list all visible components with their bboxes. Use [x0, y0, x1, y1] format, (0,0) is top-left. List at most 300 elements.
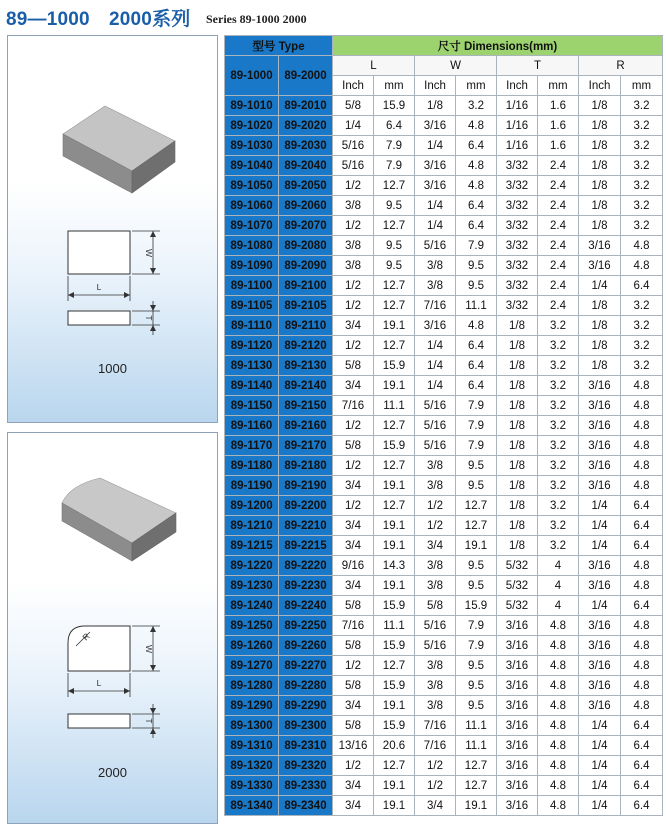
- dimension-cell: 7.9: [456, 396, 497, 416]
- dimension-cell: 4: [538, 576, 579, 596]
- table-row: [225, 416, 663, 436]
- table-row: [225, 676, 663, 696]
- series-1000-part-number: 89-1280: [225, 676, 279, 696]
- dimension-cell: 4.8: [538, 756, 579, 776]
- table-row: [225, 316, 663, 336]
- dimension-cell: 3.2: [621, 156, 663, 176]
- dimension-cell: 3/16: [497, 776, 538, 796]
- dimension-cell: 3/4: [333, 536, 374, 556]
- dimension-cell: 4.8: [456, 116, 497, 136]
- dimension-cell: 3/16: [579, 396, 621, 416]
- dimension-cell: 7/16: [415, 716, 456, 736]
- dimension-cell: 3/8: [333, 236, 374, 256]
- dimension-cell: 3/16: [497, 656, 538, 676]
- dimension-cell: 3/8: [333, 256, 374, 276]
- dimension-cell: 20.6: [374, 736, 415, 756]
- dimension-cell: 1/2: [333, 296, 374, 316]
- table-row: [225, 636, 663, 656]
- table-row: [225, 736, 663, 756]
- dimension-cell: 3/16: [579, 696, 621, 716]
- table-row: [225, 776, 663, 796]
- dimension-cell: 3/16: [579, 416, 621, 436]
- series-1000-part-number: 89-1310: [225, 736, 279, 756]
- dimension-cell: 4.8: [621, 636, 663, 656]
- table-row: [225, 296, 663, 316]
- dimension-cell: 3/8: [415, 696, 456, 716]
- series-2000-part-number: 89-2090: [279, 256, 333, 276]
- dimension-cell: 1/8: [497, 316, 538, 336]
- dimension-cell: 12.7: [456, 756, 497, 776]
- series-1000-part-number: 89-1100: [225, 276, 279, 296]
- dimension-cell: 7.9: [456, 236, 497, 256]
- dimension-cell: 4.8: [538, 636, 579, 656]
- dimension-cell: 1/2: [333, 276, 374, 296]
- side-view-outline: [68, 311, 130, 325]
- dimension-cell: 3/16: [415, 316, 456, 336]
- series-2000-part-number: 89-2320: [279, 756, 333, 776]
- dimension-cell: 1/16: [497, 136, 538, 156]
- dimension-cell: 4.8: [538, 796, 579, 816]
- series-2000-part-number: 89-2060: [279, 196, 333, 216]
- dimension-cell: 3.2: [621, 316, 663, 336]
- dimension-cell: 4.8: [621, 556, 663, 576]
- table-row: [225, 656, 663, 676]
- dimension-cell: 1/4: [579, 516, 621, 536]
- dimension-cell: 12.7: [374, 296, 415, 316]
- series-2000-part-number: 89-2040: [279, 156, 333, 176]
- dimension-cell: 3/16: [497, 676, 538, 696]
- dimension-cell: 3/8: [415, 456, 456, 476]
- dim-w-label: W: [144, 644, 154, 654]
- dimension-cell: 19.1: [456, 796, 497, 816]
- dimension-cell: 12.7: [456, 496, 497, 516]
- series-2000-part-number: 89-2150: [279, 396, 333, 416]
- dimension-cell: 3.2: [538, 496, 579, 516]
- dimension-cell: 3.2: [538, 476, 579, 496]
- dimension-cell: 1/8: [579, 216, 621, 236]
- dimension-cell: 12.7: [374, 176, 415, 196]
- dimension-cell: 3/4: [333, 696, 374, 716]
- dimension-cell: 3.2: [538, 336, 579, 356]
- table-row: [225, 236, 663, 256]
- dimension-cell: 3.2: [621, 176, 663, 196]
- table-row: [225, 396, 663, 416]
- dimension-cell: 7.9: [456, 616, 497, 636]
- series-1000-part-number: 89-1260: [225, 636, 279, 656]
- series-2000-part-number: 89-2220: [279, 556, 333, 576]
- series-2000-part-number: 89-2170: [279, 436, 333, 456]
- series-2000-part-number: 89-2020: [279, 116, 333, 136]
- series-1000-part-number: 89-1215: [225, 536, 279, 556]
- dimension-cell: 2.4: [538, 256, 579, 276]
- dimension-cell: 14.3: [374, 556, 415, 576]
- dimension-cell: 3/4: [333, 376, 374, 396]
- dimension-cell: 11.1: [456, 736, 497, 756]
- table-row: [225, 96, 663, 116]
- series-2000-part-number: 89-2080: [279, 236, 333, 256]
- series-2000-part-number: 89-2190: [279, 476, 333, 496]
- dimension-cell: 12.7: [456, 516, 497, 536]
- dimension-cell: 1/8: [579, 196, 621, 216]
- dim-l-label: L: [96, 282, 102, 292]
- dimension-cell: 4.8: [538, 716, 579, 736]
- table-row: [225, 596, 663, 616]
- series-1000-illustration-panel: [7, 35, 218, 423]
- dimension-cell: 3/16: [497, 796, 538, 816]
- dimension-cell: 3/4: [333, 516, 374, 536]
- dimension-cell: 9.5: [456, 476, 497, 496]
- dimension-cell: 6.4: [456, 336, 497, 356]
- dimension-cell: 6.4: [456, 356, 497, 376]
- table-row: [225, 716, 663, 736]
- dimension-cell: 1/4: [415, 216, 456, 236]
- dimensions-header: 尺寸 Dimensions(mm): [333, 36, 663, 56]
- dimension-cell: 9.5: [456, 276, 497, 296]
- series-1000-part-number: 89-1170: [225, 436, 279, 456]
- dimension-cell: 3.2: [456, 96, 497, 116]
- dimension-cell: 1/8: [579, 136, 621, 156]
- dimension-cell: 1/8: [579, 296, 621, 316]
- series-1000-part-number: 89-1220: [225, 556, 279, 576]
- dimension-cell: 3.2: [538, 356, 579, 376]
- dimension-cell: 4.8: [538, 776, 579, 796]
- dimension-cell: 6.4: [621, 736, 663, 756]
- dimension-cell: 4.8: [538, 736, 579, 756]
- dimension-cell: 1/4: [415, 376, 456, 396]
- dimension-cell: 4.8: [456, 316, 497, 336]
- dimension-cell: 3.2: [538, 536, 579, 556]
- dimension-cell: 4.8: [621, 696, 663, 716]
- dimension-cell: 4.8: [456, 156, 497, 176]
- dimension-cell: 1/2: [333, 216, 374, 236]
- dimension-cell: 3/8: [333, 196, 374, 216]
- dimension-cell: 1/4: [415, 136, 456, 156]
- dimension-cell: 1/4: [579, 756, 621, 776]
- series-2000-label: 2000: [98, 765, 127, 780]
- dimension-cell: 4.8: [456, 176, 497, 196]
- dimension-cell: 3/32: [497, 236, 538, 256]
- dimension-cell: 1/2: [415, 776, 456, 796]
- dimension-cell: 7/16: [333, 616, 374, 636]
- unit-header: Inch: [415, 76, 456, 96]
- series-1000-part-number: 89-1230: [225, 576, 279, 596]
- dimension-cell: 1/4: [333, 116, 374, 136]
- table-row: [225, 576, 663, 596]
- dim-t-label: T: [144, 718, 153, 724]
- dimension-cell: 3/16: [415, 176, 456, 196]
- dimension-cell: 3/4: [333, 576, 374, 596]
- dimension-cell: 4.8: [621, 236, 663, 256]
- dimension-cell: 3/16: [497, 616, 538, 636]
- dimension-cell: 1/2: [333, 456, 374, 476]
- dimension-cell: 2.4: [538, 196, 579, 216]
- series-1000-part-number: 89-1180: [225, 456, 279, 476]
- dimension-cell: 15.9: [374, 636, 415, 656]
- dimension-cell: 19.1: [374, 536, 415, 556]
- table-row: [225, 156, 663, 176]
- dimension-cell: 1/8: [497, 496, 538, 516]
- dimension-cell: 11.1: [456, 296, 497, 316]
- dimension-cell: 7/16: [415, 296, 456, 316]
- series-2000-part-number: 89-2330: [279, 776, 333, 796]
- dimension-cell: 6.4: [621, 496, 663, 516]
- series-2000-part-number: 89-2070: [279, 216, 333, 236]
- dimension-cell: 4.8: [621, 436, 663, 456]
- dimension-cell: 3/4: [333, 476, 374, 496]
- series-1000-part-number: 89-1030: [225, 136, 279, 156]
- dimension-cell: 6.4: [621, 796, 663, 816]
- series-2000-part-number: 89-2050: [279, 176, 333, 196]
- dim-r-label: R: [80, 631, 92, 643]
- dimension-cell: 1/16: [497, 116, 538, 136]
- dimension-cell: 3/16: [497, 736, 538, 756]
- series-1000-code-header: 89-1000: [225, 56, 279, 96]
- dimension-cell: 6.4: [621, 596, 663, 616]
- dimension-cell: 3/16: [579, 616, 621, 636]
- table-row: [225, 336, 663, 356]
- dimension-cell: 1/8: [415, 96, 456, 116]
- table-row: [225, 696, 663, 716]
- dimension-cell: 3.2: [538, 396, 579, 416]
- dimension-cell: 3/16: [579, 436, 621, 456]
- dimension-cell: 4.8: [621, 476, 663, 496]
- dimension-cell: 5/16: [415, 616, 456, 636]
- dimension-cell: 3/8: [415, 256, 456, 276]
- dimension-cell: 15.9: [374, 596, 415, 616]
- table-row: [225, 756, 663, 776]
- dimension-cell: 3.2: [621, 196, 663, 216]
- series-1000-part-number: 89-1150: [225, 396, 279, 416]
- dimension-cell: 15.9: [374, 436, 415, 456]
- dimension-cell: 1/2: [415, 756, 456, 776]
- table-row: [225, 456, 663, 476]
- dimension-cell: 5/8: [333, 636, 374, 656]
- dimension-cell: 1/8: [497, 376, 538, 396]
- dimension-cell: 5/8: [333, 356, 374, 376]
- dimension-cell: 3/4: [415, 536, 456, 556]
- table-row: [225, 556, 663, 576]
- dimension-cell: 3/32: [497, 296, 538, 316]
- dimension-cell: 3/8: [415, 556, 456, 576]
- series-1000-part-number: 89-1060: [225, 196, 279, 216]
- dimension-cell: 5/16: [415, 396, 456, 416]
- type-header: 型号 Type: [225, 36, 333, 56]
- dimension-cell: 4.8: [538, 656, 579, 676]
- dimension-cell: 6.4: [621, 276, 663, 296]
- series-1000-part-number: 89-1010: [225, 96, 279, 116]
- series-2000-code-header: 89-2000: [279, 56, 333, 96]
- dimension-cell: 1/8: [579, 116, 621, 136]
- dimension-cell: 3/4: [333, 796, 374, 816]
- dimension-cell: 3/32: [497, 216, 538, 236]
- dimension-cell: 11.1: [374, 616, 415, 636]
- dimension-cell: 3/4: [333, 316, 374, 336]
- table-row: [225, 476, 663, 496]
- table-row: [225, 256, 663, 276]
- series-1000-part-number: 89-1320: [225, 756, 279, 776]
- series-2000-illustration-panel: [7, 432, 218, 824]
- dimension-cell: 4: [538, 556, 579, 576]
- dimension-cell: 1/2: [333, 176, 374, 196]
- series-2000-part-number: 89-2250: [279, 616, 333, 636]
- dimension-cell: 1/4: [579, 496, 621, 516]
- series-2000-part-number: 89-2290: [279, 696, 333, 716]
- dimension-cell: 1/8: [579, 316, 621, 336]
- dimension-cell: 1/4: [415, 356, 456, 376]
- dimension-cell: 1/8: [497, 536, 538, 556]
- series-1000-part-number: 89-1300: [225, 716, 279, 736]
- dimension-cell: 2.4: [538, 176, 579, 196]
- unit-header: mm: [374, 76, 415, 96]
- dimension-cell: 3/8: [415, 576, 456, 596]
- dim-l-header: L: [333, 56, 415, 76]
- dimension-cell: 3.2: [538, 436, 579, 456]
- dimension-cell: 1/4: [579, 736, 621, 756]
- dim-w-label: W: [144, 248, 154, 258]
- series-2000-part-number: 89-2120: [279, 336, 333, 356]
- series-2000-part-number: 89-2130: [279, 356, 333, 376]
- side-view-outline: [68, 714, 130, 728]
- series-1000-part-number: 89-1090: [225, 256, 279, 276]
- series-1000-part-number: 89-1200: [225, 496, 279, 516]
- dimension-cell: 3/32: [497, 156, 538, 176]
- dimension-cell: 5/32: [497, 596, 538, 616]
- dimension-cell: 9.5: [456, 696, 497, 716]
- dimension-cell: 3.2: [621, 116, 663, 136]
- page-title: 89—1000 2000系列: [6, 9, 191, 30]
- dimension-cell: 1/4: [579, 796, 621, 816]
- table-row: [225, 176, 663, 196]
- dimension-cell: 3/16: [497, 756, 538, 776]
- dimension-cell: 5/8: [415, 596, 456, 616]
- dim-t-label: T: [144, 315, 153, 321]
- dimension-cell: 13/16: [333, 736, 374, 756]
- dimension-cell: 15.9: [374, 676, 415, 696]
- series-1000-part-number: 89-1080: [225, 236, 279, 256]
- dimension-cell: 7.9: [374, 156, 415, 176]
- series-1000-part-number: 89-1070: [225, 216, 279, 236]
- dimension-cell: 1/8: [497, 396, 538, 416]
- table-row: [225, 276, 663, 296]
- dimension-cell: 4.8: [621, 456, 663, 476]
- dim-w-header: W: [415, 56, 497, 76]
- series-2000-part-number: 89-2210: [279, 516, 333, 536]
- series-2000-part-number: 89-2270: [279, 656, 333, 676]
- dimension-cell: 1/4: [579, 536, 621, 556]
- series-1000-part-number: 89-1020: [225, 116, 279, 136]
- dimension-cell: 1/4: [579, 276, 621, 296]
- dimension-cell: 7/16: [415, 736, 456, 756]
- dimension-cell: 3.2: [621, 296, 663, 316]
- dimension-cell: 5/32: [497, 576, 538, 596]
- dimension-cell: 12.7: [374, 216, 415, 236]
- dimension-cell: 3.2: [538, 376, 579, 396]
- dimension-cell: 7/16: [333, 396, 374, 416]
- dimension-cell: 6.4: [374, 116, 415, 136]
- unit-header: Inch: [579, 76, 621, 96]
- dimension-cell: 5/8: [333, 676, 374, 696]
- dimension-cell: 3/8: [415, 676, 456, 696]
- dimension-cell: 19.1: [374, 796, 415, 816]
- table-row: [225, 376, 663, 396]
- dimension-cell: 5/8: [333, 716, 374, 736]
- dimension-cell: 6.4: [621, 756, 663, 776]
- series-1000-part-number: 89-1110: [225, 316, 279, 336]
- dimension-cell: 4.8: [621, 376, 663, 396]
- dimension-cell: 9.5: [456, 556, 497, 576]
- dimension-cell: 1.6: [538, 116, 579, 136]
- dimension-cell: 2.4: [538, 216, 579, 236]
- series-2000-part-number: 89-2160: [279, 416, 333, 436]
- table-row: [225, 216, 663, 236]
- dimension-cell: 1/4: [579, 596, 621, 616]
- dimension-cell: 3/16: [415, 156, 456, 176]
- dimension-cell: 19.1: [374, 516, 415, 536]
- dimension-cell: 9.5: [374, 256, 415, 276]
- dimension-cell: 5/8: [333, 596, 374, 616]
- series-1000-part-number: 89-1160: [225, 416, 279, 436]
- dimension-cell: 12.7: [374, 756, 415, 776]
- dimension-cell: 5/16: [415, 436, 456, 456]
- unit-header: Inch: [497, 76, 538, 96]
- dimension-cell: 4.8: [621, 396, 663, 416]
- series-1000-part-number: 89-1250: [225, 616, 279, 636]
- table-row: [225, 536, 663, 556]
- series-1000-part-number: 89-1210: [225, 516, 279, 536]
- dimension-cell: 6.4: [456, 196, 497, 216]
- series-1000-part-number: 89-1290: [225, 696, 279, 716]
- dimension-cell: 1/8: [579, 336, 621, 356]
- dimension-cell: 5/32: [497, 556, 538, 576]
- dimension-cell: 4.8: [538, 616, 579, 636]
- series-2000-part-number: 89-2010: [279, 96, 333, 116]
- dimension-cell: 1/8: [497, 476, 538, 496]
- dimension-cell: 4.8: [621, 676, 663, 696]
- dimension-cell: 3.2: [621, 356, 663, 376]
- dimension-cell: 3/8: [415, 276, 456, 296]
- dimension-cell: 9.5: [456, 656, 497, 676]
- dimension-cell: 7.9: [456, 436, 497, 456]
- dimension-cell: 2.4: [538, 276, 579, 296]
- dimension-cell: 3/16: [579, 456, 621, 476]
- dimension-cell: 7.9: [456, 636, 497, 656]
- dimension-cell: 2.4: [538, 156, 579, 176]
- dimension-cell: 4.8: [538, 696, 579, 716]
- dimension-cell: 12.7: [374, 276, 415, 296]
- dimension-cell: 3/16: [497, 716, 538, 736]
- series-2000-part-number: 89-2340: [279, 796, 333, 816]
- dimension-cell: 2.4: [538, 296, 579, 316]
- dimension-cell: 3/16: [497, 636, 538, 656]
- dim-l-label: L: [96, 678, 102, 688]
- series-1000-part-number: 89-1330: [225, 776, 279, 796]
- unit-header: mm: [621, 76, 663, 96]
- dimension-cell: 4.8: [621, 576, 663, 596]
- unit-header: Inch: [333, 76, 374, 96]
- dimension-cell: 3/16: [579, 556, 621, 576]
- dimension-cell: 19.1: [374, 776, 415, 796]
- dimension-cell: 3/16: [579, 576, 621, 596]
- dimension-cell: 1/2: [415, 516, 456, 536]
- table-row: [225, 616, 663, 636]
- dimension-cell: 3/16: [415, 116, 456, 136]
- dimension-cell: 7.9: [456, 416, 497, 436]
- dimension-cell: 11.1: [374, 396, 415, 416]
- series-1000-part-number: 89-1140: [225, 376, 279, 396]
- dimension-cell: 6.4: [621, 536, 663, 556]
- dimension-cell: 15.9: [456, 596, 497, 616]
- dimension-cell: 19.1: [456, 536, 497, 556]
